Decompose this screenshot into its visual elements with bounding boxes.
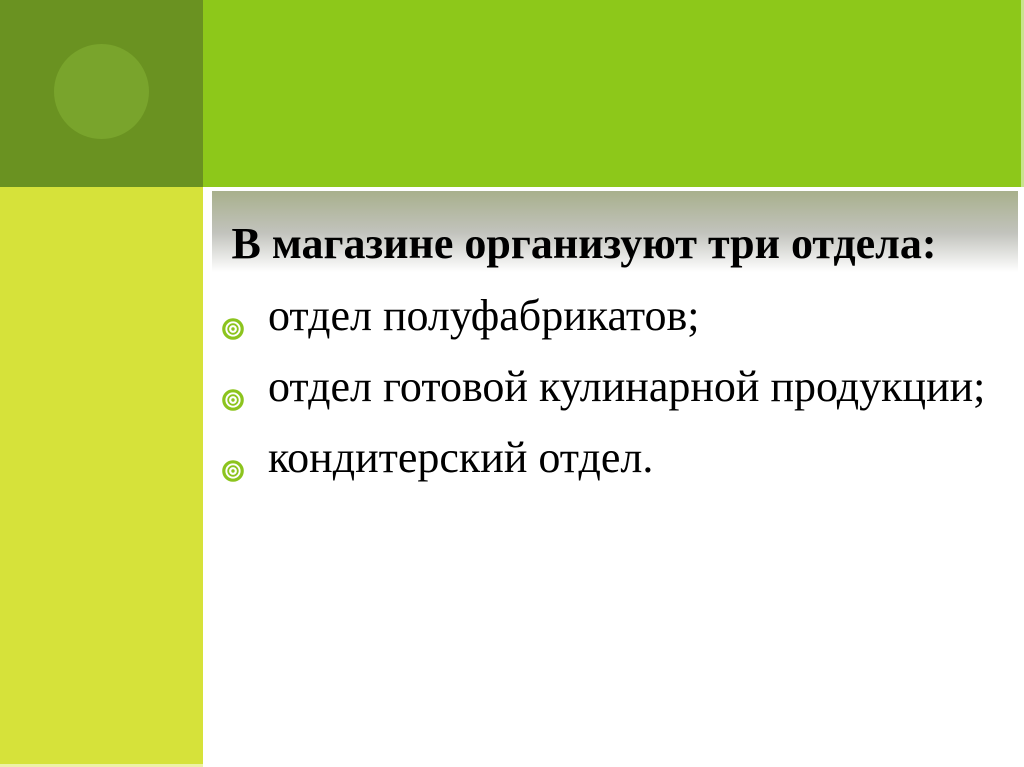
bullet-list bbox=[212, 291, 1002, 507]
bullet-text: кондитерский отдел. bbox=[268, 433, 654, 482]
target-bullseye-icon bbox=[222, 304, 244, 326]
slide-title: В магазине организуют три отдела: bbox=[231, 219, 937, 268]
left-accent-bar bbox=[0, 187, 203, 767]
corner-accent-circle bbox=[54, 44, 149, 139]
list-item bbox=[212, 362, 1002, 411]
bullet-text: отдел полуфабрикатов; bbox=[268, 291, 700, 340]
header-band bbox=[203, 0, 1024, 187]
list-item bbox=[212, 433, 1002, 482]
bullet-text: отдел готовой кулинарной продукции; bbox=[268, 362, 986, 411]
target-bullseye-icon bbox=[222, 446, 244, 468]
list-item bbox=[212, 291, 1002, 340]
corner-accent-square bbox=[0, 0, 203, 187]
target-bullseye-icon bbox=[222, 375, 244, 397]
